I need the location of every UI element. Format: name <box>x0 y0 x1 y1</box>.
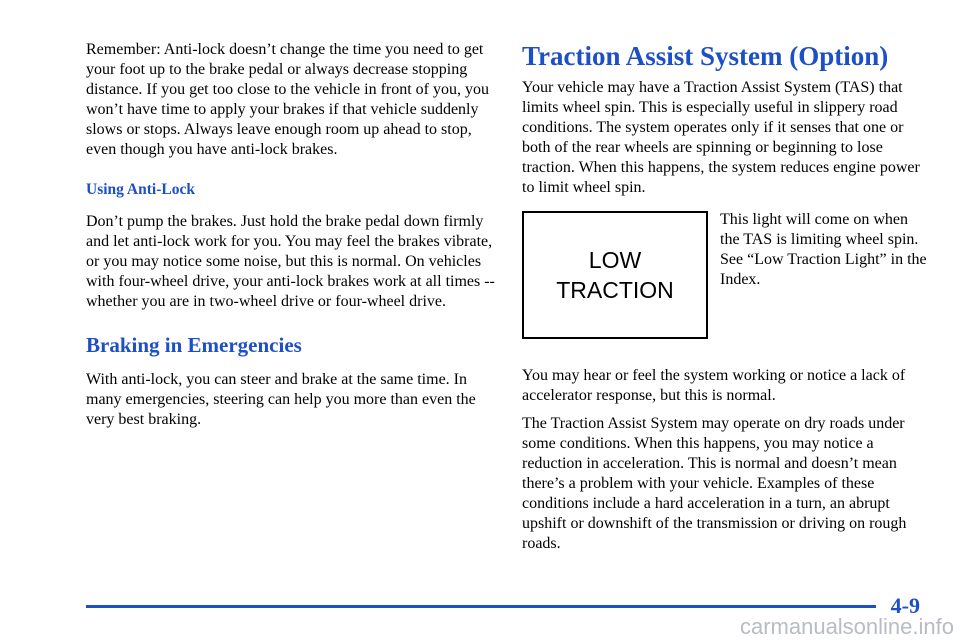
right-column-lower <box>522 366 932 554</box>
tas-intro-paragraph: Your vehicle may have a Traction Assist System (TAS) that limits wheel spin. This is especially useful in slippery road conditions. The system operates only if it senses that one or both of the rear wheels are spinning or beginning to lose traction. When this happens, the system reduces engine power to limit wheel spin. <box>522 79 920 196</box>
emergency-paragraph: With anti-lock, you can steer and brake at the same time. In many emergencies, steering can help you more than even the very best braking. <box>86 371 476 428</box>
right-column <box>522 40 932 198</box>
braking-emergencies-heading: Braking in Emergencies <box>86 333 302 357</box>
tas-hear-paragraph: You may hear or feel the system working or notice a lack of accelerator response, but this is normal. <box>522 367 906 404</box>
light-label-line2: TRACTION <box>556 277 674 303</box>
footer-rule <box>86 605 876 608</box>
low-traction-light-icon <box>522 211 708 339</box>
anti-lock-paragraph: Don’t pump the brakes. Just hold the brake pedal down firmly and let anti-lock work for you. You may feel the brakes vibrate, or you may notice some noise, but this is normal. On vehicles with four-wheel drive, your anti-lock brakes work at all times -- whether you are in two-wheel drive or four-wheel drive. <box>86 213 495 310</box>
traction-assist-heading: Traction Assist System (Option) <box>522 41 889 71</box>
left-column <box>86 40 496 430</box>
page-number: 4-9 <box>890 593 920 618</box>
using-anti-lock-subheading: Using Anti-Lock <box>86 181 195 198</box>
remember-paragraph: Remember: Anti-lock doesn’t change the time you need to get your foot up to the brake pedal or always decrease stopping distance. If you get too close to the vehicle in front of you, you won’t have time to apply your brakes if that vehicle suddenly slows or stops. Always leave enough room up ahead to stop, even though you have anti-lock brakes. <box>86 41 490 158</box>
tas-dry-roads-paragraph: The Traction Assist System may operate on dry roads under some conditions. When this happens, you may notice a reduction in acceleration. This is normal and doesn’t mean there’s a problem with your vehicle. Examples of these conditions include a hard acceleration in a turn, an abrupt upshift or downshift of the transmission or driving on rough roads. <box>522 415 907 552</box>
light-label-line1: LOW <box>588 247 642 273</box>
light-caption: This light will come on when the TAS is limiting wheel spin. See “Low Traction Light” in the Index. <box>720 211 927 288</box>
watermark: carmanualsonline.info <box>739 614 954 639</box>
